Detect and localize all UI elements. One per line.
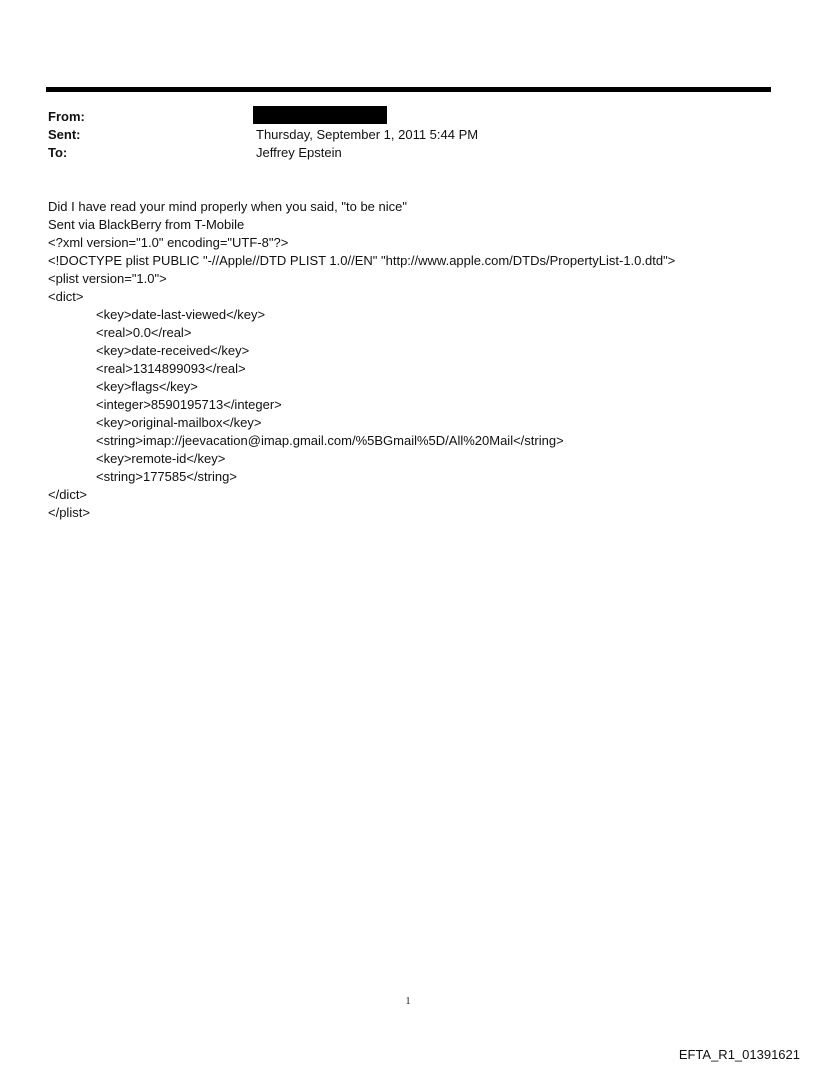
to-label: To:	[48, 145, 68, 160]
body-line: <plist version="1.0">	[48, 271, 167, 286]
body-line: <key>original-mailbox</key>	[96, 415, 262, 430]
body-line: <dict>	[48, 289, 84, 304]
body-line: <?xml version="1.0" encoding="UTF-8"?>	[48, 235, 289, 250]
to-row	[48, 144, 768, 162]
body-line: <key>date-last-viewed</key>	[96, 307, 266, 322]
sent-label: Sent:	[48, 127, 81, 142]
body-line: <!DOCTYPE plist PUBLIC "-//Apple//DTD PLIST 1.0//EN" "http://www.apple.com/DTDs/PropertyList-1.0.dtd">	[48, 253, 676, 268]
body-line: Sent via BlackBerry from T-Mobile	[48, 217, 245, 232]
page-number: 1	[405, 996, 411, 1007]
body-line: <key>flags</key>	[96, 379, 198, 394]
body-line: <key>date-received</key>	[96, 343, 250, 358]
body-line: <key>remote-id</key>	[96, 451, 226, 466]
from-label: From:	[48, 109, 85, 124]
body-line: </dict>	[48, 487, 88, 502]
from-row	[48, 108, 768, 126]
body-line: <string>imap://jeevacation@imap.gmail.com/%5BGmail%5D/All%20Mail</string>	[96, 433, 564, 448]
body-line: <string>177585</string>	[96, 469, 237, 484]
redacted-sender	[253, 106, 387, 124]
bates-number: EFTA_R1_01391621	[678, 1047, 800, 1062]
body-line: <real>1314899093</real>	[96, 361, 246, 376]
to-value: Jeffrey Epstein	[256, 145, 342, 160]
body-line: <integer>8590195713</integer>	[96, 397, 282, 412]
email-body	[48, 198, 788, 522]
header-rule	[46, 87, 771, 92]
email-header	[48, 108, 768, 162]
body-line: <real>0.0</real>	[96, 325, 192, 340]
body-line: Did I have read your mind properly when you said, "to be nice"	[48, 199, 407, 214]
sent-row	[48, 126, 768, 144]
body-line: </plist>	[48, 505, 90, 520]
sent-value: Thursday, September 1, 2011 5:44 PM	[256, 127, 479, 142]
